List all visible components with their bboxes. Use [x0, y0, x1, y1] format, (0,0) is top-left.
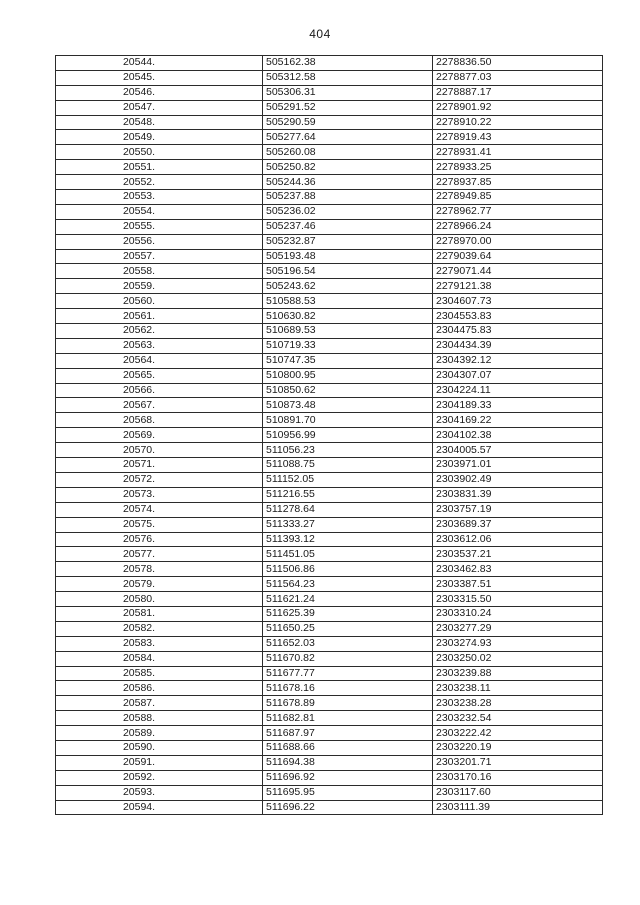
x-coordinate-cell: 511056.23: [263, 443, 433, 458]
y-coordinate-cell: 2303757.19: [433, 502, 603, 517]
x-coordinate-cell: 510747.35: [263, 353, 433, 368]
point-id-cell: 20548.: [56, 115, 263, 130]
point-id-cell: 20572.: [56, 472, 263, 487]
table-row: [56, 145, 603, 160]
x-coordinate-cell: 510719.33: [263, 338, 433, 353]
table-row: [56, 70, 603, 85]
x-coordinate-cell: 511694.38: [263, 755, 433, 770]
point-id-cell: 20545.: [56, 70, 263, 85]
x-coordinate-cell: 511451.05: [263, 547, 433, 562]
x-coordinate-cell: 505306.31: [263, 85, 433, 100]
x-coordinate-cell: 505193.48: [263, 249, 433, 264]
table-row: [56, 621, 603, 636]
y-coordinate-cell: 2303111.39: [433, 800, 603, 815]
y-coordinate-cell: 2303238.28: [433, 696, 603, 711]
x-coordinate-cell: 505290.59: [263, 115, 433, 130]
point-id-cell: 20589.: [56, 726, 263, 741]
page-number: 404: [309, 27, 331, 41]
point-id-cell: 20559.: [56, 279, 263, 294]
x-coordinate-cell: 511152.05: [263, 472, 433, 487]
y-coordinate-cell: 2278937.85: [433, 175, 603, 190]
table-row: [56, 338, 603, 353]
table-row: [56, 279, 603, 294]
x-coordinate-cell: 511688.66: [263, 740, 433, 755]
table-row: [56, 562, 603, 577]
table-row: [56, 592, 603, 607]
y-coordinate-cell: 2278962.77: [433, 204, 603, 219]
point-id-cell: 20582.: [56, 621, 263, 636]
point-id-cell: 20565.: [56, 368, 263, 383]
point-id-cell: 20583.: [56, 636, 263, 651]
x-coordinate-cell: 511088.75: [263, 458, 433, 473]
y-coordinate-cell: 2303170.16: [433, 770, 603, 785]
table-row: [56, 666, 603, 681]
point-id-cell: 20571.: [56, 458, 263, 473]
point-id-cell: 20580.: [56, 592, 263, 607]
table-row: [56, 726, 603, 741]
table-row: [56, 770, 603, 785]
x-coordinate-cell: 511625.39: [263, 606, 433, 621]
point-id-cell: 20566.: [56, 383, 263, 398]
y-coordinate-cell: 2278901.92: [433, 100, 603, 115]
y-coordinate-cell: 2278919.43: [433, 130, 603, 145]
y-coordinate-cell: 2278933.25: [433, 160, 603, 175]
y-coordinate-cell: 2304189.33: [433, 398, 603, 413]
point-id-cell: 20586.: [56, 681, 263, 696]
x-coordinate-cell: 505243.62: [263, 279, 433, 294]
y-coordinate-cell: 2304224.11: [433, 383, 603, 398]
point-id-cell: 20567.: [56, 398, 263, 413]
table-row: [56, 651, 603, 666]
y-coordinate-cell: 2303277.29: [433, 621, 603, 636]
y-coordinate-cell: 2304169.22: [433, 413, 603, 428]
point-id-cell: 20584.: [56, 651, 263, 666]
point-id-cell: 20591.: [56, 755, 263, 770]
table-row: [56, 294, 603, 309]
table-row: [56, 487, 603, 502]
y-coordinate-cell: 2303201.71: [433, 755, 603, 770]
point-id-cell: 20588.: [56, 711, 263, 726]
y-coordinate-cell: 2304005.57: [433, 443, 603, 458]
y-coordinate-cell: 2303612.06: [433, 532, 603, 547]
y-coordinate-cell: 2304434.39: [433, 338, 603, 353]
x-coordinate-cell: 511696.22: [263, 800, 433, 815]
x-coordinate-cell: 510689.53: [263, 324, 433, 339]
x-coordinate-cell: 505250.82: [263, 160, 433, 175]
y-coordinate-cell: 2279071.44: [433, 264, 603, 279]
table-row: [56, 309, 603, 324]
x-coordinate-cell: 505260.08: [263, 145, 433, 160]
x-coordinate-cell: 511393.12: [263, 532, 433, 547]
table-row: [56, 785, 603, 800]
table-row: [56, 234, 603, 249]
point-id-cell: 20581.: [56, 606, 263, 621]
y-coordinate-cell: 2278966.24: [433, 219, 603, 234]
point-id-cell: 20544.: [56, 56, 263, 71]
y-coordinate-cell: 2303462.83: [433, 562, 603, 577]
y-coordinate-cell: 2279121.38: [433, 279, 603, 294]
point-id-cell: 20575.: [56, 517, 263, 532]
point-id-cell: 20557.: [56, 249, 263, 264]
table-row: [56, 175, 603, 190]
point-id-cell: 20570.: [56, 443, 263, 458]
x-coordinate-cell: 511650.25: [263, 621, 433, 636]
y-coordinate-cell: 2278836.50: [433, 56, 603, 71]
point-id-cell: 20569.: [56, 428, 263, 443]
point-id-cell: 20577.: [56, 547, 263, 562]
y-coordinate-cell: 2304553.83: [433, 309, 603, 324]
x-coordinate-cell: 511696.92: [263, 770, 433, 785]
y-coordinate-cell: 2278877.03: [433, 70, 603, 85]
table-row: [56, 502, 603, 517]
table-row: [56, 413, 603, 428]
x-coordinate-cell: 505237.88: [263, 190, 433, 205]
x-coordinate-cell: 511333.27: [263, 517, 433, 532]
x-coordinate-cell: 505291.52: [263, 100, 433, 115]
point-id-cell: 20546.: [56, 85, 263, 100]
point-id-cell: 20558.: [56, 264, 263, 279]
y-coordinate-cell: 2303232.54: [433, 711, 603, 726]
point-id-cell: 20576.: [56, 532, 263, 547]
y-coordinate-cell: 2304607.73: [433, 294, 603, 309]
coordinates-table-body: [56, 56, 603, 815]
table-row: [56, 353, 603, 368]
point-id-cell: 20578.: [56, 562, 263, 577]
point-id-cell: 20568.: [56, 413, 263, 428]
point-id-cell: 20579.: [56, 577, 263, 592]
point-id-cell: 20562.: [56, 324, 263, 339]
point-id-cell: 20593.: [56, 785, 263, 800]
point-id-cell: 20563.: [56, 338, 263, 353]
x-coordinate-cell: 511678.16: [263, 681, 433, 696]
table-row: [56, 383, 603, 398]
x-coordinate-cell: 511687.97: [263, 726, 433, 741]
x-coordinate-cell: 505162.38: [263, 56, 433, 71]
y-coordinate-cell: 2303239.88: [433, 666, 603, 681]
y-coordinate-cell: 2278887.17: [433, 85, 603, 100]
y-coordinate-cell: 2278931.41: [433, 145, 603, 160]
table-row: [56, 130, 603, 145]
y-coordinate-cell: 2304475.83: [433, 324, 603, 339]
x-coordinate-cell: 510891.70: [263, 413, 433, 428]
table-row: [56, 100, 603, 115]
x-coordinate-cell: 505277.64: [263, 130, 433, 145]
y-coordinate-cell: 2303222.42: [433, 726, 603, 741]
point-id-cell: 20564.: [56, 353, 263, 368]
point-id-cell: 20551.: [56, 160, 263, 175]
table-row: [56, 517, 603, 532]
x-coordinate-cell: 510850.62: [263, 383, 433, 398]
table-row: [56, 249, 603, 264]
table-row: [56, 428, 603, 443]
x-coordinate-cell: 510956.99: [263, 428, 433, 443]
table-row: [56, 368, 603, 383]
table-row: [56, 443, 603, 458]
table-row: [56, 56, 603, 71]
point-id-cell: 20555.: [56, 219, 263, 234]
point-id-cell: 20550.: [56, 145, 263, 160]
y-coordinate-cell: 2303238.11: [433, 681, 603, 696]
y-coordinate-cell: 2303537.21: [433, 547, 603, 562]
x-coordinate-cell: 510873.48: [263, 398, 433, 413]
point-id-cell: 20547.: [56, 100, 263, 115]
table-row: [56, 190, 603, 205]
point-id-cell: 20552.: [56, 175, 263, 190]
y-coordinate-cell: 2303274.93: [433, 636, 603, 651]
table-row: [56, 324, 603, 339]
table-row: [56, 458, 603, 473]
table-row: [56, 547, 603, 562]
table-row: [56, 264, 603, 279]
table-row: [56, 398, 603, 413]
x-coordinate-cell: 511670.82: [263, 651, 433, 666]
table-row: [56, 85, 603, 100]
table-row: [56, 696, 603, 711]
x-coordinate-cell: 505312.58: [263, 70, 433, 85]
y-coordinate-cell: 2303250.02: [433, 651, 603, 666]
table-row: [56, 636, 603, 651]
x-coordinate-cell: 505196.54: [263, 264, 433, 279]
table-row: [56, 532, 603, 547]
x-coordinate-cell: 511621.24: [263, 592, 433, 607]
point-id-cell: 20553.: [56, 190, 263, 205]
y-coordinate-cell: 2303971.01: [433, 458, 603, 473]
x-coordinate-cell: 511506.86: [263, 562, 433, 577]
y-coordinate-cell: 2303831.39: [433, 487, 603, 502]
x-coordinate-cell: 511278.64: [263, 502, 433, 517]
point-id-cell: 20585.: [56, 666, 263, 681]
y-coordinate-cell: 2303117.60: [433, 785, 603, 800]
x-coordinate-cell: 511678.89: [263, 696, 433, 711]
x-coordinate-cell: 505232.87: [263, 234, 433, 249]
table-row: [56, 160, 603, 175]
table-row: [56, 711, 603, 726]
point-id-cell: 20560.: [56, 294, 263, 309]
y-coordinate-cell: 2278949.85: [433, 190, 603, 205]
x-coordinate-cell: 510588.53: [263, 294, 433, 309]
x-coordinate-cell: 505244.36: [263, 175, 433, 190]
y-coordinate-cell: 2278910.22: [433, 115, 603, 130]
y-coordinate-cell: 2303387.51: [433, 577, 603, 592]
y-coordinate-cell: 2304307.07: [433, 368, 603, 383]
y-coordinate-cell: 2303689.37: [433, 517, 603, 532]
y-coordinate-cell: 2279039.64: [433, 249, 603, 264]
x-coordinate-cell: 511216.55: [263, 487, 433, 502]
table-row: [56, 204, 603, 219]
x-coordinate-cell: 505237.46: [263, 219, 433, 234]
y-coordinate-cell: 2303315.50: [433, 592, 603, 607]
y-coordinate-cell: 2303902.49: [433, 472, 603, 487]
x-coordinate-cell: 510630.82: [263, 309, 433, 324]
point-id-cell: 20554.: [56, 204, 263, 219]
y-coordinate-cell: 2304102.38: [433, 428, 603, 443]
table-row: [56, 577, 603, 592]
table-row: [56, 219, 603, 234]
point-id-cell: 20556.: [56, 234, 263, 249]
point-id-cell: 20587.: [56, 696, 263, 711]
x-coordinate-cell: 511682.81: [263, 711, 433, 726]
point-id-cell: 20549.: [56, 130, 263, 145]
y-coordinate-cell: 2278970.00: [433, 234, 603, 249]
table-row: [56, 681, 603, 696]
table-row: [56, 115, 603, 130]
table-row: [56, 472, 603, 487]
point-id-cell: 20592.: [56, 770, 263, 785]
x-coordinate-cell: 505236.02: [263, 204, 433, 219]
point-id-cell: 20573.: [56, 487, 263, 502]
y-coordinate-cell: 2303310.24: [433, 606, 603, 621]
table-row: [56, 800, 603, 815]
point-id-cell: 20590.: [56, 740, 263, 755]
x-coordinate-cell: 510800.95: [263, 368, 433, 383]
y-coordinate-cell: 2303220.19: [433, 740, 603, 755]
x-coordinate-cell: 511652.03: [263, 636, 433, 651]
point-id-cell: 20594.: [56, 800, 263, 815]
y-coordinate-cell: 2304392.12: [433, 353, 603, 368]
x-coordinate-cell: 511677.77: [263, 666, 433, 681]
table-row: [56, 755, 603, 770]
coordinates-table: [55, 55, 603, 815]
x-coordinate-cell: 511695.95: [263, 785, 433, 800]
table-row: [56, 740, 603, 755]
table-row: [56, 606, 603, 621]
point-id-cell: 20574.: [56, 502, 263, 517]
point-id-cell: 20561.: [56, 309, 263, 324]
x-coordinate-cell: 511564.23: [263, 577, 433, 592]
